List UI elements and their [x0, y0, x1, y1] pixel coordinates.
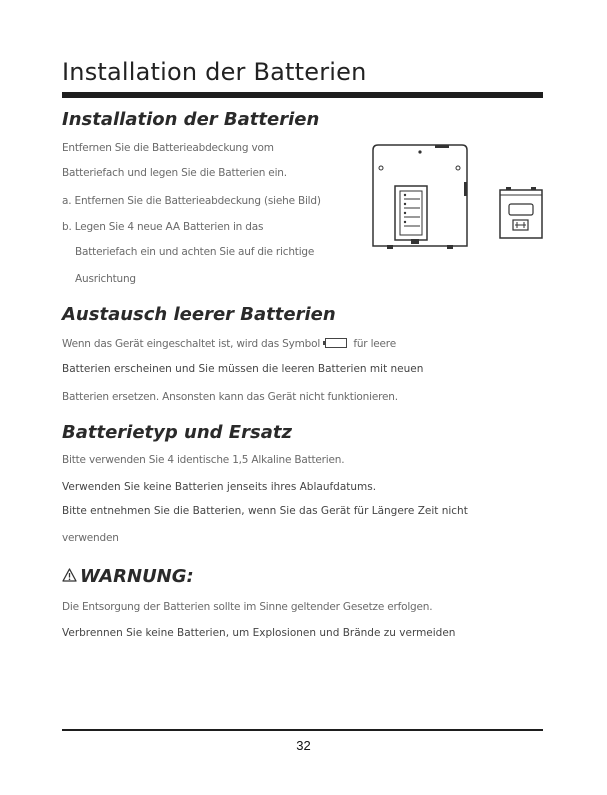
footer-divider — [62, 729, 543, 731]
installation-step-b-cont-1: Batteriefach ein und achten Sie auf die richtige — [75, 246, 315, 258]
warning-title: WARNUNG: — [80, 566, 194, 587]
installation-step-a: a. Entfernen Sie die Batterieabdeckung (siehe Bild) — [62, 195, 321, 207]
battery-type-line-3: Bitte entnehmen Sie die Batterien, wenn Sie das Gerät für Längere Zeit nicht — [62, 505, 468, 517]
title-divider — [62, 92, 543, 98]
page-title: Installation der Batterien — [62, 58, 367, 86]
battery-type-line-2: Verwenden Sie keine Batterien jenseits ihres Ablaufdatums. — [62, 481, 377, 493]
battery-icon — [325, 338, 347, 348]
battery-type-line-4: verwenden — [62, 532, 119, 544]
device-back-illustration — [367, 142, 473, 250]
replacement-line-1-before: Wenn das Gerät eingeschaltet ist, wird das Symbol — [62, 338, 321, 350]
page-number: 32 — [296, 738, 311, 753]
replacement-line-1-after: für leere — [353, 338, 396, 350]
replacement-heading: Austausch leerer Batterien — [62, 304, 336, 325]
installation-line-1: Entfernen Sie die Batterieabdeckung vom — [62, 142, 274, 154]
replacement-line-1 — [62, 338, 396, 350]
battery-type-line-1: Bitte verwenden Sie 4 identische 1,5 Alkaline Batterien. — [62, 454, 345, 466]
battery-cover-illustration — [498, 186, 544, 242]
warning-line-1: Die Entsorgung der Batterien sollte im Sinne geltender Gesetze erfolgen. — [62, 601, 433, 613]
warning-line-2: Verbrennen Sie keine Batterien, um Explosionen und Brände zu vermeiden — [62, 627, 456, 639]
replacement-line-2: Batterien erscheinen und Sie müssen die leeren Batterien mit neuen — [62, 363, 424, 375]
installation-heading: Installation der Batterien — [62, 109, 320, 130]
battery-type-heading: Batterietyp und Ersatz — [62, 422, 292, 443]
installation-line-2: Batteriefach und legen Sie die Batterien ein. — [62, 167, 287, 179]
replacement-line-3: Batterien ersetzen. Ansonsten kann das Gerät nicht funktionieren. — [62, 391, 398, 403]
installation-step-b-cont-2: Ausrichtung — [75, 273, 136, 285]
warning-triangle-icon — [62, 568, 77, 582]
installation-step-b: b. Legen Sie 4 neue AA Batterien in das — [62, 221, 264, 233]
